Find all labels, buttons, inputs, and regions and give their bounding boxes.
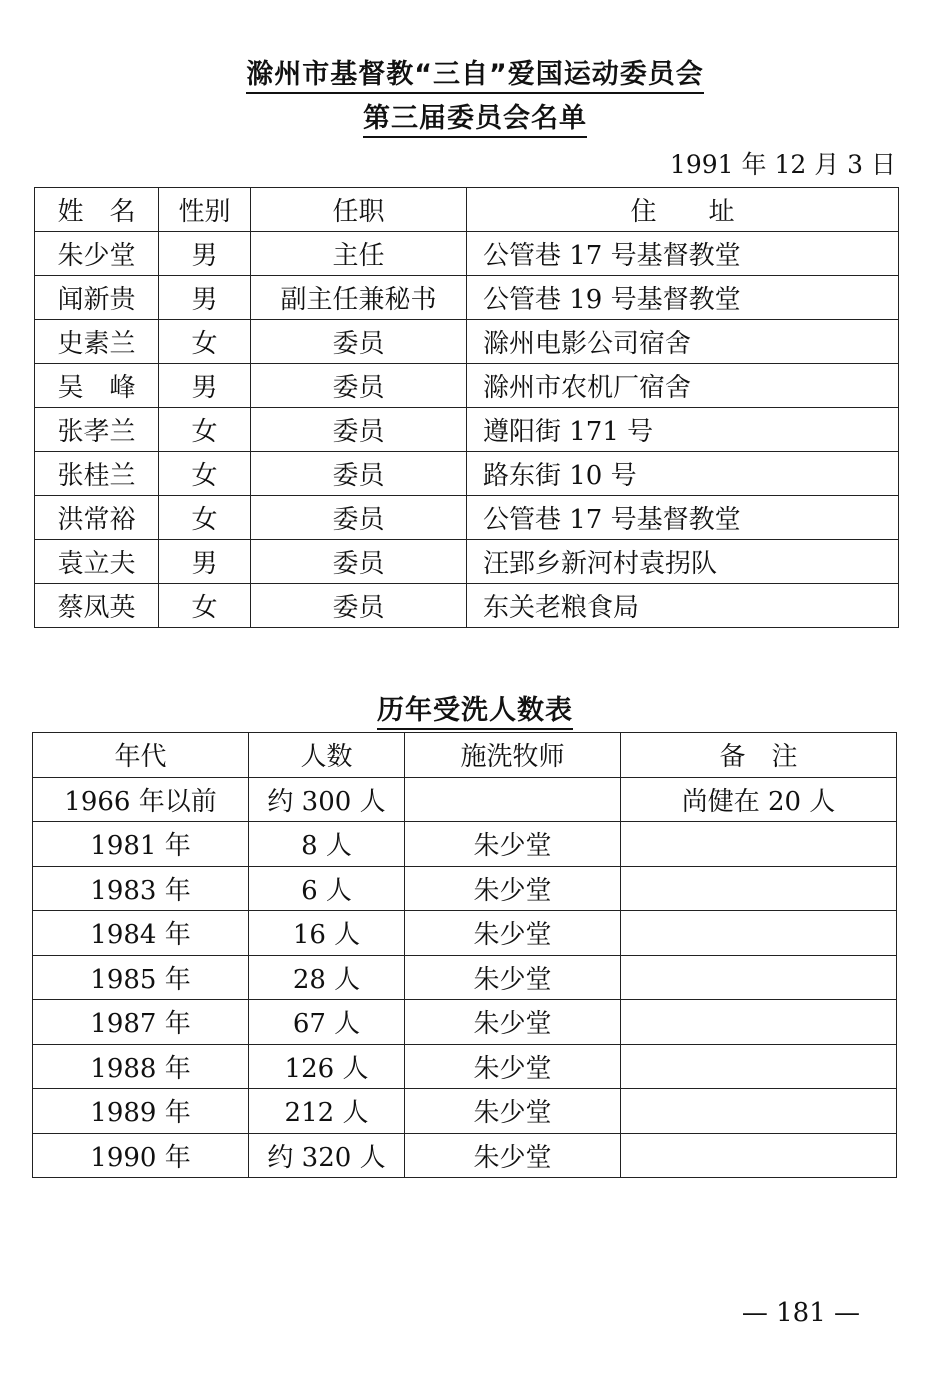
committee-members-table: [34, 187, 899, 628]
cell-count: 约 300 人: [249, 777, 405, 822]
table-row: [33, 822, 897, 867]
cell-position: 委员: [251, 408, 467, 452]
cell-era: 1981 年: [33, 822, 249, 867]
table-row: [35, 584, 899, 628]
table-row: [33, 777, 897, 822]
cell-count: 28 人: [249, 955, 405, 1000]
cell-remarks: [621, 1000, 897, 1045]
cell-pastor: 朱少堂: [405, 955, 621, 1000]
baptism-title-text: 历年受洗人数表: [377, 695, 573, 730]
cell-pastor: 朱少堂: [405, 1133, 621, 1178]
cell-remarks: [621, 955, 897, 1000]
document-title: [0, 52, 950, 91]
header-gender: 性别: [159, 188, 251, 232]
cell-remarks: [621, 911, 897, 956]
cell-count: 8 人: [249, 822, 405, 867]
cell-gender: 女: [159, 320, 251, 364]
cell-name: 吴 峰: [35, 364, 159, 408]
cell-gender: 男: [159, 276, 251, 320]
table-row: [35, 364, 899, 408]
cell-name: 洪常裕: [35, 496, 159, 540]
title-line-2: 第三届委员会名单: [363, 103, 587, 138]
cell-position: 委员: [251, 584, 467, 628]
cell-era: 1966 年以前: [33, 777, 249, 822]
cell-count: 212 人: [249, 1089, 405, 1134]
cell-remarks: [621, 1089, 897, 1134]
cell-remarks: [621, 866, 897, 911]
header-era: 年代: [33, 733, 249, 778]
cell-address: 公管巷 17 号基督教堂: [467, 232, 899, 276]
cell-position: 委员: [251, 320, 467, 364]
cell-remarks: [621, 822, 897, 867]
cell-gender: 女: [159, 584, 251, 628]
cell-position: 委员: [251, 496, 467, 540]
cell-position: 委员: [251, 540, 467, 584]
cell-position: 委员: [251, 452, 467, 496]
cell-pastor: 朱少堂: [405, 911, 621, 956]
title-line-1: 滁州市基督教“三自”爱国运动委员会: [246, 59, 704, 94]
cell-era: 1983 年: [33, 866, 249, 911]
table-row: [35, 276, 899, 320]
header-position: 任职: [251, 188, 467, 232]
cell-count: 6 人: [249, 866, 405, 911]
table-row: [33, 1000, 897, 1045]
cell-gender: 女: [159, 452, 251, 496]
table-row: [33, 1044, 897, 1089]
cell-name: 朱少堂: [35, 232, 159, 276]
cell-gender: 女: [159, 496, 251, 540]
cell-address: 路东街 10 号: [467, 452, 899, 496]
cell-pastor: 朱少堂: [405, 1000, 621, 1045]
cell-remarks: [621, 1044, 897, 1089]
cell-address: 公管巷 19 号基督教堂: [467, 276, 899, 320]
cell-gender: 男: [159, 232, 251, 276]
cell-address: 东关老粮食局: [467, 584, 899, 628]
cell-address: 滁州电影公司宿舍: [467, 320, 899, 364]
header-name: 姓 名: [35, 188, 159, 232]
header-remarks: 备 注: [621, 733, 897, 778]
table-row: [33, 1133, 897, 1178]
cell-era: 1984 年: [33, 911, 249, 956]
cell-era: 1987 年: [33, 1000, 249, 1045]
cell-name: 袁立夫: [35, 540, 159, 584]
table-row: [35, 540, 899, 584]
cell-gender: 女: [159, 408, 251, 452]
header-pastor: 施洗牧师: [405, 733, 621, 778]
baptism-count-table: [32, 732, 897, 1178]
cell-count: 126 人: [249, 1044, 405, 1089]
cell-count: 67 人: [249, 1000, 405, 1045]
cell-name: 史素兰: [35, 320, 159, 364]
document-subtitle: [0, 96, 950, 135]
cell-era: 1988 年: [33, 1044, 249, 1089]
cell-gender: 男: [159, 540, 251, 584]
cell-address: 公管巷 17 号基督教堂: [467, 496, 899, 540]
table-row: [35, 452, 899, 496]
cell-address: 遵阳街 171 号: [467, 408, 899, 452]
header-address: 住 址: [467, 188, 899, 232]
cell-address: 汪郢乡新河村袁拐队: [467, 540, 899, 584]
cell-position: 委员: [251, 364, 467, 408]
cell-era: 1985 年: [33, 955, 249, 1000]
header-count: 人数: [249, 733, 405, 778]
cell-era: 1990 年: [33, 1133, 249, 1178]
document-date: 1991 年 12 月 3 日: [669, 150, 896, 179]
table-header-row: [33, 733, 897, 778]
cell-count: 16 人: [249, 911, 405, 956]
page-number: — 181 —: [741, 1298, 860, 1328]
cell-era: 1989 年: [33, 1089, 249, 1134]
cell-address: 滁州市农机厂宿舍: [467, 364, 899, 408]
cell-name: 蔡凤英: [35, 584, 159, 628]
table-row: [33, 911, 897, 956]
cell-pastor: 朱少堂: [405, 822, 621, 867]
cell-pastor: [405, 777, 621, 822]
cell-name: 张孝兰: [35, 408, 159, 452]
table-row: [35, 232, 899, 276]
table-row: [33, 866, 897, 911]
cell-position: 主任: [251, 232, 467, 276]
table-row: [33, 1089, 897, 1134]
cell-position: 副主任兼秘书: [251, 276, 467, 320]
table-header-row: [35, 188, 899, 232]
cell-pastor: 朱少堂: [405, 866, 621, 911]
cell-remarks: [621, 1133, 897, 1178]
table-row: [35, 496, 899, 540]
baptism-table-title: [0, 688, 950, 727]
table-row: [33, 955, 897, 1000]
cell-name: 闻新贵: [35, 276, 159, 320]
cell-remarks: 尚健在 20 人: [621, 777, 897, 822]
cell-pastor: 朱少堂: [405, 1044, 621, 1089]
cell-name: 张桂兰: [35, 452, 159, 496]
cell-gender: 男: [159, 364, 251, 408]
cell-pastor: 朱少堂: [405, 1089, 621, 1134]
cell-count: 约 320 人: [249, 1133, 405, 1178]
table-row: [35, 408, 899, 452]
table-row: [35, 320, 899, 364]
